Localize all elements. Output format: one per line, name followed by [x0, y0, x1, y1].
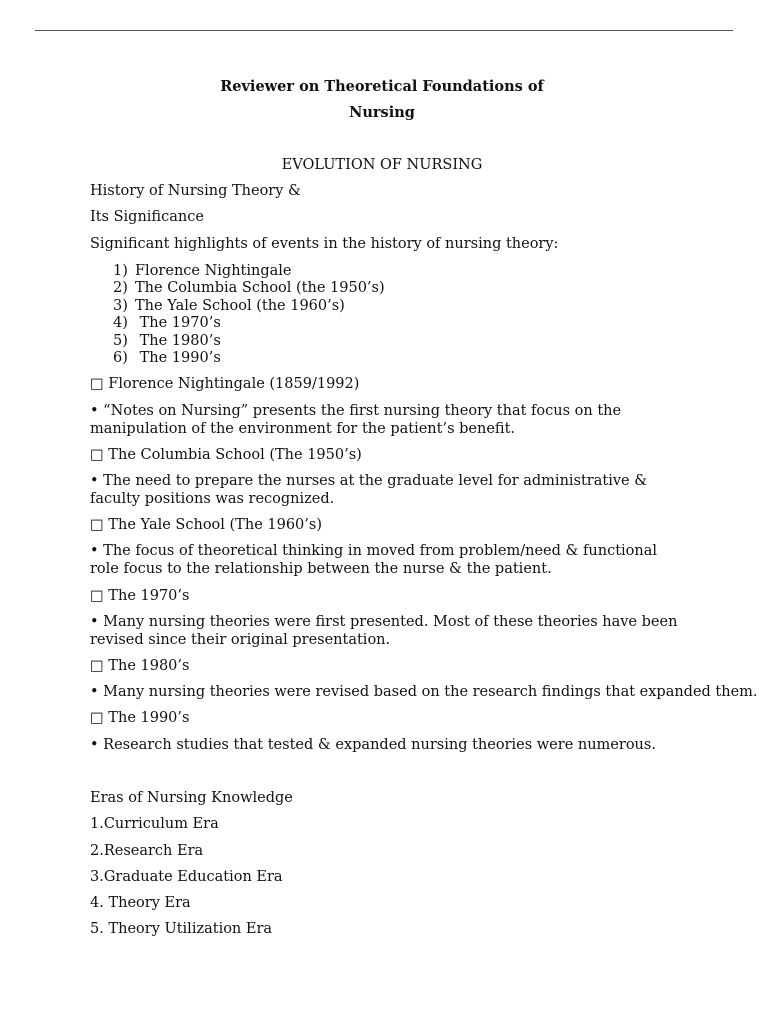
list-item-text: The Columbia School (the 1950’s) — [135, 280, 385, 296]
detail-bullet-1990s: • Research studies that tested & expanded nursing theories were numerous. — [90, 737, 656, 753]
detail-heading-yale: □ The Yale School (The 1960’s) — [90, 517, 322, 533]
era-item: 2.Research Era — [90, 843, 204, 859]
list-item — [113, 263, 291, 281]
eras-heading: Eras of Nursing Knowledge — [90, 790, 293, 806]
subheading-line-2: Its Significance — [90, 209, 204, 225]
subheading-line-1: History of Nursing Theory & — [90, 183, 301, 199]
list-item — [113, 350, 221, 368]
era-item: 3.Graduate Education Era — [90, 869, 283, 885]
detail-heading-1990s: □ The 1990’s — [90, 710, 190, 726]
era-item: 1.Curriculum Era — [90, 816, 219, 832]
detail-bullet-yale: • The focus of theoretical thinking in moved from problem/need & functional role focus to the relationship between the nurse & the patient. — [90, 543, 658, 577]
list-item-text: The Yale School (the 1960’s) — [135, 298, 345, 314]
era-item: 5. Theory Utilization Era — [90, 921, 273, 937]
detail-bullet-nightingale: • “Notes on Nursing” presents the first nursing theory that focus on the manipulation of the environment for the patient’s benefit. — [90, 403, 622, 437]
list-item-text: The 1980’s — [135, 333, 221, 349]
list-item — [113, 333, 221, 351]
detail-heading-1980s: □ The 1980’s — [90, 658, 190, 674]
list-item-text: The 1970’s — [135, 315, 221, 331]
list-item-number: 6) — [113, 350, 128, 366]
list-item-text: Florence Nightingale — [135, 263, 292, 279]
list-item-number: 1) — [113, 263, 128, 279]
list-item — [113, 315, 221, 333]
detail-heading-nightingale: □ Florence Nightingale (1859/1992) — [90, 376, 360, 392]
detail-bullet-columbia: • The need to prepare the nurses at the graduate level for administrative & faculty positions was recognized. — [90, 473, 648, 507]
list-item-number: 2) — [113, 280, 128, 296]
detail-bullet-1980s: • Many nursing theories were revised based on the research findings that expanded them. — [90, 684, 758, 700]
document-title-line-2: Nursing — [349, 104, 415, 121]
list-item-text: The 1990’s — [135, 350, 221, 366]
era-item: 4. Theory Era — [90, 895, 191, 911]
detail-bullet-1970s: • Many nursing theories were first presented. Most of these theories have been revised since their original presentation. — [90, 614, 678, 648]
list-item — [113, 280, 385, 298]
top-horizontal-rule — [35, 30, 733, 31]
list-item-number: 4) — [113, 315, 128, 331]
section-heading: EVOLUTION OF NURSING — [281, 157, 483, 173]
detail-heading-1970s: □ The 1970’s — [90, 588, 190, 604]
intro-paragraph: Significant highlights of events in the history of nursing theory: — [90, 236, 559, 252]
list-item — [113, 298, 345, 316]
list-item-number: 5) — [113, 333, 128, 349]
list-item-number: 3) — [113, 298, 128, 314]
detail-heading-columbia: □ The Columbia School (The 1950’s) — [90, 447, 362, 463]
document-title-line-1: Reviewer on Theoretical Foundations of — [220, 78, 544, 95]
